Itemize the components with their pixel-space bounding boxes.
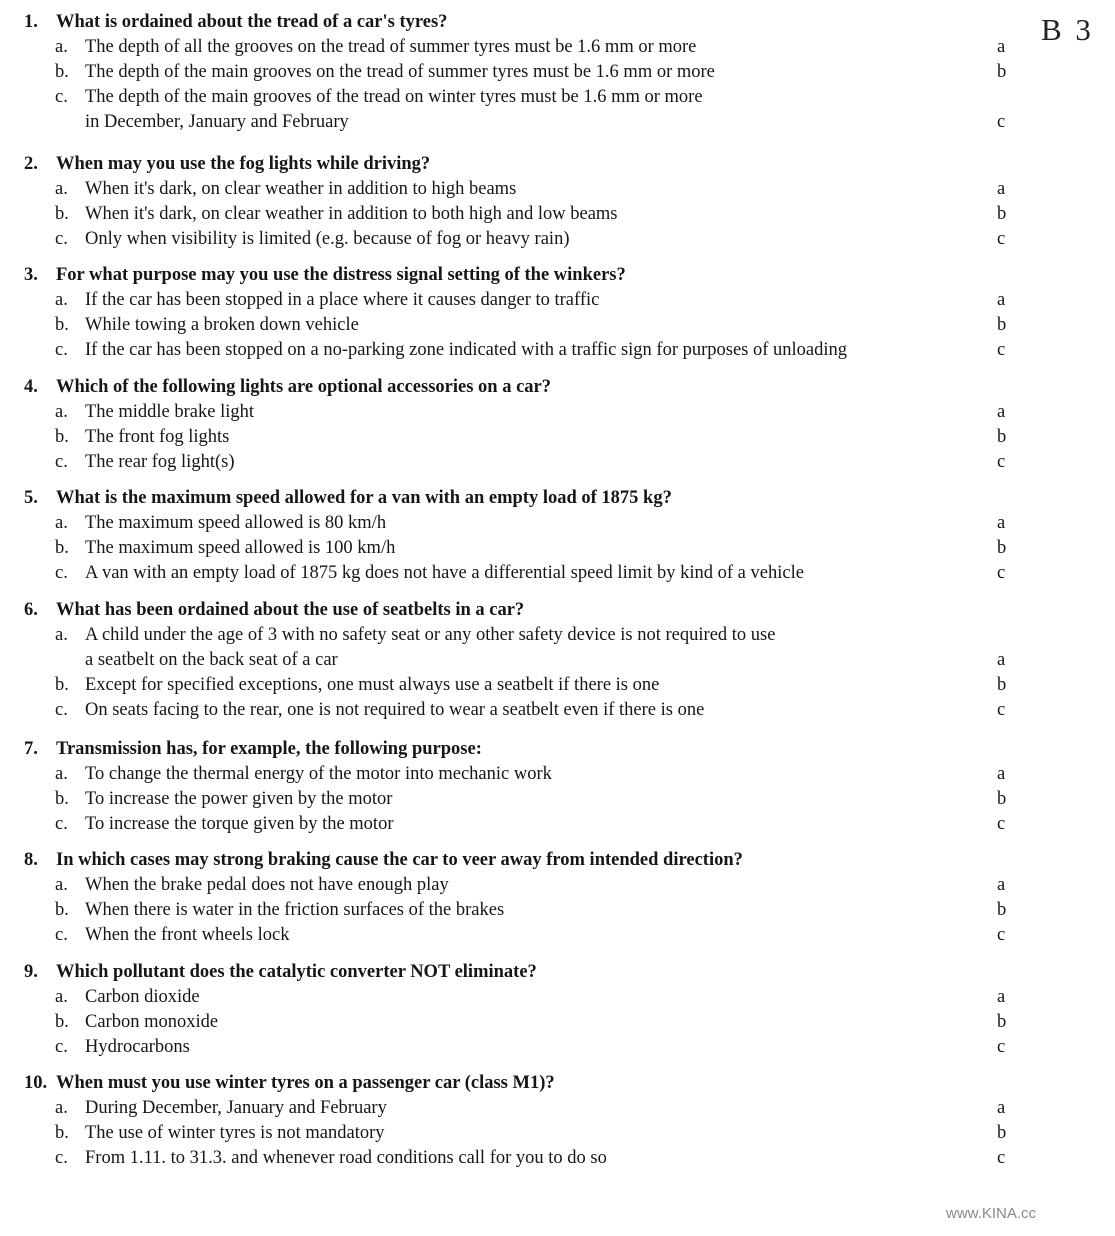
option-text: When the front wheels lock <box>85 925 290 945</box>
question-number: 6. <box>24 600 38 620</box>
option-letter: a. <box>55 513 68 533</box>
question-text: What has been ordained about the use of seatbelts in a car? <box>56 600 525 620</box>
question-title <box>24 1071 555 1096</box>
option-text: A van with an empty load of 1875 kg does not have a differential speed limit by kind of a vehicle <box>85 563 804 583</box>
option-text: To increase the torque given by the motor <box>85 814 394 834</box>
answer-mark[interactable]: a <box>997 513 1006 533</box>
answer-mark[interactable]: a <box>997 402 1006 422</box>
question-number: 5. <box>24 488 38 508</box>
option-letter: b. <box>55 62 69 82</box>
option-text: The front fog lights <box>85 427 230 447</box>
answer-mark[interactable]: a <box>997 650 1006 670</box>
option-text: When there is water in the friction surfaces of the brakes <box>85 900 505 920</box>
question-text: Which pollutant does the catalytic converter NOT eliminate? <box>56 962 537 982</box>
answer-option[interactable] <box>55 450 1020 475</box>
option-text: When the brake pedal does not have enough play <box>85 875 449 895</box>
option-text: Carbon dioxide <box>85 987 200 1007</box>
option-text: Except for specified exceptions, one must always use a seatbelt if there is one <box>85 675 660 695</box>
question-title <box>24 10 447 35</box>
option-letter: b. <box>55 900 69 920</box>
question-number: 1. <box>24 12 38 32</box>
answer-option[interactable] <box>55 288 1020 313</box>
question-title <box>24 960 537 985</box>
answer-option[interactable] <box>55 787 1020 812</box>
answer-mark[interactable]: a <box>997 987 1006 1007</box>
option-text: The depth of all the grooves on the tread of summer tyres must be 1.6 mm or more <box>85 37 697 57</box>
answer-option[interactable] <box>55 177 1020 202</box>
option-letter: b. <box>55 315 69 335</box>
question-title <box>24 486 672 511</box>
sheet-id: B 3 <box>1041 12 1094 47</box>
answer-option[interactable] <box>55 561 1020 586</box>
answer-mark[interactable]: a <box>997 179 1006 199</box>
question-text: Which of the following lights are optional accessories on a car? <box>56 377 552 397</box>
option-letter: c. <box>55 563 68 583</box>
question-number: 9. <box>24 962 38 982</box>
option-text: From 1.11. to 31.3. and whenever road conditions call for you to do so <box>85 1148 607 1168</box>
answer-option[interactable] <box>55 202 1020 227</box>
answer-option[interactable] <box>55 425 1020 450</box>
answer-option[interactable] <box>55 338 1020 363</box>
option-text: To increase the power given by the motor <box>85 789 393 809</box>
option-letter: a. <box>55 987 68 1007</box>
option-letter: c. <box>55 340 68 360</box>
question-title <box>24 375 551 400</box>
option-text: The maximum speed allowed is 80 km/h <box>85 513 387 533</box>
answer-option[interactable] <box>55 673 1020 698</box>
option-letter: a. <box>55 875 68 895</box>
option-letter: c. <box>55 87 68 107</box>
answer-mark[interactable]: c <box>997 1037 1006 1057</box>
answer-option[interactable] <box>55 1096 1020 1121</box>
answer-mark[interactable]: a <box>997 290 1006 310</box>
answer-option[interactable] <box>55 511 1020 536</box>
option-letter: c. <box>55 700 68 720</box>
option-letter: c. <box>55 452 68 472</box>
question-title <box>24 737 482 762</box>
answer-option[interactable] <box>55 400 1020 425</box>
option-letter: b. <box>55 1123 69 1143</box>
option-text: The use of winter tyres is not mandatory <box>85 1123 385 1143</box>
question-text: In which cases may strong braking cause the car to veer away from intended direction? <box>56 850 743 870</box>
question-title <box>24 598 524 623</box>
answer-option[interactable] <box>55 35 1020 60</box>
option-letter: a. <box>55 625 68 645</box>
answer-mark[interactable]: a <box>997 37 1006 57</box>
option-text: If the car has been stopped on a no-parking zone indicated with a traffic sign for purposes of unloading <box>85 340 848 360</box>
answer-option[interactable] <box>55 85 1020 135</box>
question-text: What is the maximum speed allowed for a van with an empty load of 1875 kg? <box>56 488 672 508</box>
answer-option[interactable] <box>55 762 1020 787</box>
question-number: 8. <box>24 850 38 870</box>
question-text: For what purpose may you use the distress signal setting of the winkers? <box>56 265 626 285</box>
question-title <box>24 152 430 177</box>
answer-option[interactable] <box>55 1035 1020 1060</box>
option-text: Hydrocarbons <box>85 1037 190 1057</box>
answer-mark[interactable]: b <box>997 1012 1007 1032</box>
option-letter: a. <box>55 1098 68 1118</box>
option-letter: b. <box>55 204 69 224</box>
option-text: in December, January and February <box>85 112 349 132</box>
option-text: If the car has been stopped in a place where it causes danger to traffic <box>85 290 600 310</box>
answer-mark[interactable]: c <box>997 112 1006 132</box>
option-letter: b. <box>55 538 69 558</box>
option-letter: c. <box>55 1037 68 1057</box>
answer-mark[interactable]: c <box>997 340 1006 360</box>
question-text: When may you use the fog lights while driving? <box>56 154 431 174</box>
answer-mark[interactable]: c <box>997 700 1006 720</box>
option-text: a seatbelt on the back seat of a car <box>85 650 338 670</box>
question-number: 3. <box>24 265 38 285</box>
answer-option[interactable] <box>55 985 1020 1010</box>
option-letter: a. <box>55 764 68 784</box>
answer-mark[interactable]: a <box>997 764 1006 784</box>
option-text: While towing a broken down vehicle <box>85 315 359 335</box>
option-letter: c. <box>55 1148 68 1168</box>
option-text: When it's dark, on clear weather in addition to high beams <box>85 179 517 199</box>
option-text: The rear fog light(s) <box>85 452 235 472</box>
option-letter: a. <box>55 290 68 310</box>
option-letter: a. <box>55 402 68 422</box>
answer-mark[interactable]: b <box>997 789 1007 809</box>
option-letter: a. <box>55 37 68 57</box>
answer-option[interactable] <box>55 1121 1020 1146</box>
answer-option[interactable] <box>55 536 1020 561</box>
answer-option[interactable] <box>55 227 1020 252</box>
watermark: www.KINA.cc <box>946 1205 1037 1222</box>
option-letter: b. <box>55 427 69 447</box>
answer-mark[interactable]: a <box>997 1098 1006 1118</box>
question-number: 10. <box>24 1073 48 1093</box>
question-number: 2. <box>24 154 38 174</box>
answer-option[interactable] <box>55 812 1020 837</box>
question-text: What is ordained about the tread of a car's tyres? <box>56 12 448 32</box>
option-text: During December, January and February <box>85 1098 387 1118</box>
option-text: When it's dark, on clear weather in addition to both high and low beams <box>85 204 618 224</box>
answer-option[interactable] <box>55 873 1020 898</box>
answer-option[interactable] <box>55 313 1020 338</box>
answer-option[interactable] <box>55 898 1020 923</box>
option-text: The depth of the main grooves of the tread on winter tyres must be 1.6 mm or more <box>85 87 703 107</box>
answer-mark[interactable]: b <box>997 315 1007 335</box>
option-letter: b. <box>55 675 69 695</box>
answer-mark[interactable]: c <box>997 1148 1006 1168</box>
option-text: Only when visibility is limited (e.g. because of fog or heavy rain) <box>85 229 570 249</box>
answer-mark[interactable]: a <box>997 875 1006 895</box>
answer-mark[interactable]: b <box>997 204 1007 224</box>
answer-mark[interactable]: b <box>997 538 1007 558</box>
answer-mark[interactable]: b <box>997 1123 1007 1143</box>
option-text: To change the thermal energy of the motor into mechanic work <box>85 764 552 784</box>
option-text: On seats facing to the rear, one is not required to wear a seatbelt even if there is one <box>85 700 705 720</box>
question-text: When must you use winter tyres on a passenger car (class M1)? <box>56 1073 555 1093</box>
answer-mark[interactable]: c <box>997 452 1006 472</box>
option-text: Carbon monoxide <box>85 1012 219 1032</box>
option-letter: c. <box>55 925 68 945</box>
option-text: A child under the age of 3 with no safety seat or any other safety device is not required to use <box>85 625 776 645</box>
answer-mark[interactable]: b <box>997 900 1007 920</box>
question-number: 7. <box>24 739 38 759</box>
option-text: The maximum speed allowed is 100 km/h <box>85 538 396 558</box>
answer-mark[interactable]: b <box>997 62 1007 82</box>
option-letter: c. <box>55 814 68 834</box>
answer-mark[interactable]: c <box>997 814 1006 834</box>
question-text: Transmission has, for example, the following purpose: <box>56 739 482 759</box>
answer-option[interactable] <box>55 60 1020 85</box>
answer-option[interactable] <box>55 698 1020 723</box>
answer-mark[interactable]: b <box>997 427 1007 447</box>
question-title <box>24 263 626 288</box>
answer-option[interactable] <box>55 623 1020 673</box>
answer-mark[interactable]: c <box>997 229 1006 249</box>
option-letter: b. <box>55 789 69 809</box>
question-number: 4. <box>24 377 38 397</box>
option-text: The depth of the main grooves on the tread of summer tyres must be 1.6 mm or more <box>85 62 715 82</box>
answer-mark[interactable]: c <box>997 925 1006 945</box>
answer-option[interactable] <box>55 923 1020 948</box>
option-letter: c. <box>55 229 68 249</box>
answer-option[interactable] <box>55 1010 1020 1035</box>
question-title <box>24 848 743 873</box>
answer-mark[interactable]: c <box>997 563 1006 583</box>
option-letter: b. <box>55 1012 69 1032</box>
option-letter: a. <box>55 179 68 199</box>
answer-mark[interactable]: b <box>997 675 1007 695</box>
answer-option[interactable] <box>55 1146 1020 1171</box>
option-text: The middle brake light <box>85 402 255 422</box>
